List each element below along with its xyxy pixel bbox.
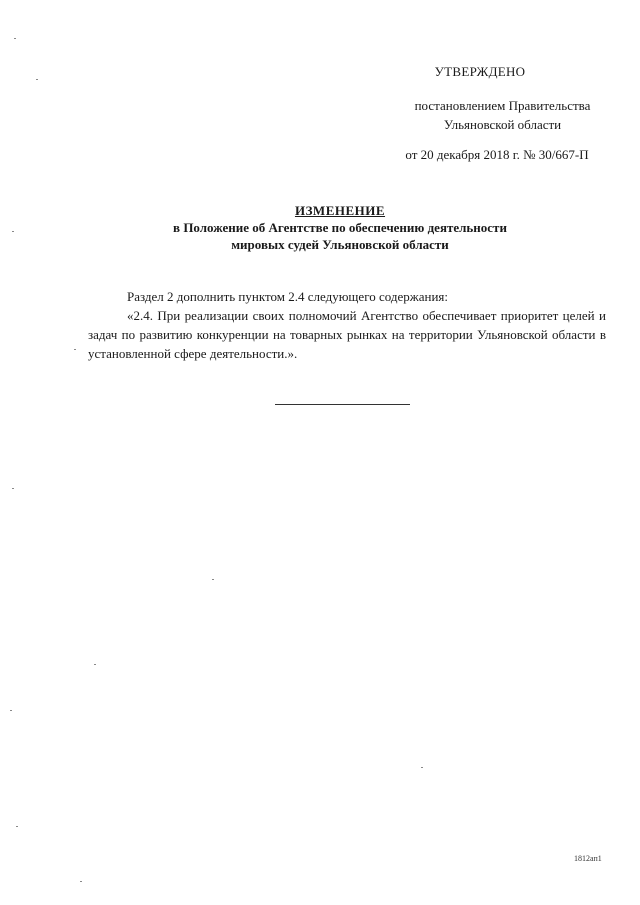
scan-speck (12, 231, 14, 232)
clause-paragraph: «2.4. При реализации своих полномочий Агентство обеспечивает приоритет целей и задач по развитию конкуренции на товарных рынках на территории Ульяновской области в установленной сфере деятельности.». (88, 308, 606, 361)
closing-divider (275, 404, 410, 405)
footer-code: 1812ап1 (574, 854, 602, 863)
document-subtitle-line-1: в Положение об Агентстве по обеспечению деятельности (173, 220, 507, 235)
scan-speck (212, 579, 214, 580)
scan-speck (421, 767, 423, 768)
approval-title: УТВЕРЖДЕНО (434, 64, 526, 79)
scan-speck (74, 349, 76, 350)
document-subtitle-line-2: мировых судей Ульяновской области (231, 237, 449, 252)
document-heading: ИЗМЕНЕНИЕ (294, 203, 386, 218)
approval-authority: постановлением Правительства Ульяновской области (414, 98, 591, 132)
approval-date-number: от 20 декабря 2018 г. № 30/667-П (405, 147, 589, 162)
scan-speck (16, 826, 18, 827)
intro-paragraph: Раздел 2 дополнить пунктом 2.4 следующего содержания: (127, 289, 448, 304)
scan-speck (14, 38, 16, 39)
scan-speck (10, 710, 12, 711)
scan-speck (36, 79, 38, 80)
scan-speck (80, 881, 82, 882)
scan-speck (12, 488, 14, 489)
scan-speck (94, 664, 96, 665)
